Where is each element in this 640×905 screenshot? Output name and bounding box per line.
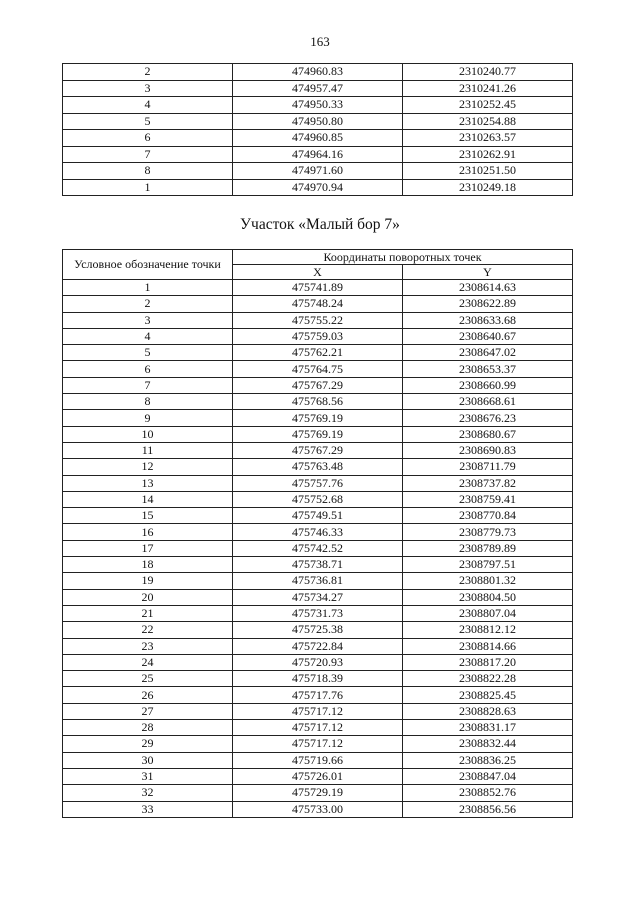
point-cell: 13 — [63, 475, 233, 491]
y-cell: 2308807.04 — [403, 605, 573, 621]
y-cell: 2310240.77 — [403, 64, 573, 81]
point-cell: 1 — [63, 179, 233, 196]
x-cell: 475764.75 — [233, 361, 403, 377]
x-cell: 475725.38 — [233, 622, 403, 638]
table-row — [63, 426, 573, 442]
table-row — [63, 312, 573, 328]
x-cell: 475729.19 — [233, 785, 403, 801]
table-row — [63, 524, 573, 540]
table-row — [63, 179, 573, 196]
point-cell: 14 — [63, 491, 233, 507]
table-row — [63, 130, 573, 147]
point-cell: 21 — [63, 605, 233, 621]
y-cell: 2308680.67 — [403, 426, 573, 442]
x-cell: 475733.00 — [233, 801, 403, 817]
x-cell: 475731.73 — [233, 605, 403, 621]
header-y-label: Y — [403, 265, 573, 280]
point-cell: 24 — [63, 654, 233, 670]
y-cell: 2308812.12 — [403, 622, 573, 638]
x-cell: 475717.12 — [233, 703, 403, 719]
point-cell: 2 — [63, 296, 233, 312]
x-cell: 475741.89 — [233, 280, 403, 296]
point-cell: 25 — [63, 671, 233, 687]
point-cell: 8 — [63, 163, 233, 180]
coordinates-table-continued — [62, 63, 573, 196]
y-cell: 2308779.73 — [403, 524, 573, 540]
y-cell: 2308828.63 — [403, 703, 573, 719]
y-cell: 2308832.44 — [403, 736, 573, 752]
y-cell: 2308660.99 — [403, 377, 573, 393]
x-cell: 475736.81 — [233, 573, 403, 589]
y-cell: 2308711.79 — [403, 459, 573, 475]
point-cell: 12 — [63, 459, 233, 475]
x-cell: 475769.19 — [233, 410, 403, 426]
x-cell: 475742.52 — [233, 540, 403, 556]
table-row — [63, 801, 573, 817]
y-cell: 2308797.51 — [403, 557, 573, 573]
table-row — [63, 622, 573, 638]
y-cell: 2308640.67 — [403, 328, 573, 344]
y-cell: 2308676.23 — [403, 410, 573, 426]
table-row — [63, 736, 573, 752]
y-cell: 2308647.02 — [403, 345, 573, 361]
x-cell: 475720.93 — [233, 654, 403, 670]
point-cell: 3 — [63, 312, 233, 328]
table-row — [63, 377, 573, 393]
x-cell: 474964.16 — [233, 146, 403, 163]
y-cell: 2308622.89 — [403, 296, 573, 312]
point-cell: 5 — [63, 113, 233, 130]
y-cell: 2308770.84 — [403, 508, 573, 524]
y-cell: 2308801.32 — [403, 573, 573, 589]
y-cell: 2308847.04 — [403, 768, 573, 784]
x-cell: 474950.80 — [233, 113, 403, 130]
table-row — [63, 573, 573, 589]
table-row — [63, 280, 573, 296]
table-row — [63, 768, 573, 784]
y-cell: 2308825.45 — [403, 687, 573, 703]
x-cell: 475717.12 — [233, 720, 403, 736]
y-cell: 2308614.63 — [403, 280, 573, 296]
y-cell: 2308831.17 — [403, 720, 573, 736]
y-cell: 2310263.57 — [403, 130, 573, 147]
x-cell: 475726.01 — [233, 768, 403, 784]
table-row — [63, 361, 573, 377]
x-cell: 475717.76 — [233, 687, 403, 703]
point-cell: 15 — [63, 508, 233, 524]
table-row — [63, 113, 573, 130]
point-cell: 19 — [63, 573, 233, 589]
y-cell: 2308814.66 — [403, 638, 573, 654]
coordinates-table-maly-bor-7 — [62, 249, 573, 818]
point-cell: 20 — [63, 589, 233, 605]
table-row — [63, 752, 573, 768]
point-cell: 32 — [63, 785, 233, 801]
table-row — [63, 475, 573, 491]
x-cell: 475767.29 — [233, 442, 403, 458]
point-cell: 4 — [63, 328, 233, 344]
y-cell: 2308737.82 — [403, 475, 573, 491]
table-row — [63, 589, 573, 605]
y-cell: 2308653.37 — [403, 361, 573, 377]
point-cell: 30 — [63, 752, 233, 768]
x-cell: 475767.29 — [233, 377, 403, 393]
table-row — [63, 785, 573, 801]
point-cell: 33 — [63, 801, 233, 817]
table-row — [63, 605, 573, 621]
y-cell: 2308852.76 — [403, 785, 573, 801]
x-cell: 475718.39 — [233, 671, 403, 687]
table-row — [63, 80, 573, 97]
point-cell: 6 — [63, 130, 233, 147]
table2-body — [63, 280, 573, 818]
x-cell: 475755.22 — [233, 312, 403, 328]
y-cell: 2310241.26 — [403, 80, 573, 97]
y-cell: 2308804.50 — [403, 589, 573, 605]
point-cell: 8 — [63, 394, 233, 410]
y-cell: 2310252.45 — [403, 97, 573, 114]
x-cell: 475748.24 — [233, 296, 403, 312]
table-row — [63, 638, 573, 654]
x-cell: 475734.27 — [233, 589, 403, 605]
x-cell: 474971.60 — [233, 163, 403, 180]
table-row — [63, 163, 573, 180]
x-cell: 475717.12 — [233, 736, 403, 752]
header-coords-label: Координаты поворотных точек — [233, 250, 573, 265]
x-cell: 475769.19 — [233, 426, 403, 442]
x-cell: 475719.66 — [233, 752, 403, 768]
y-cell: 2310249.18 — [403, 179, 573, 196]
point-cell: 1 — [63, 280, 233, 296]
point-cell: 5 — [63, 345, 233, 361]
y-cell: 2308822.28 — [403, 671, 573, 687]
x-cell: 475746.33 — [233, 524, 403, 540]
page-number: 163 — [310, 34, 330, 49]
y-cell: 2308856.56 — [403, 801, 573, 817]
x-cell: 475762.21 — [233, 345, 403, 361]
point-cell: 7 — [63, 146, 233, 163]
y-cell: 2308633.68 — [403, 312, 573, 328]
point-cell: 29 — [63, 736, 233, 752]
table-row — [63, 64, 573, 81]
table-row — [63, 687, 573, 703]
table1-body — [63, 64, 573, 196]
table-row — [63, 703, 573, 719]
table-row — [63, 557, 573, 573]
point-cell: 17 — [63, 540, 233, 556]
x-cell: 475759.03 — [233, 328, 403, 344]
x-cell: 475757.76 — [233, 475, 403, 491]
point-cell: 11 — [63, 442, 233, 458]
x-cell: 474957.47 — [233, 80, 403, 97]
point-cell: 22 — [63, 622, 233, 638]
point-cell: 28 — [63, 720, 233, 736]
y-cell: 2310254.88 — [403, 113, 573, 130]
table-row — [63, 540, 573, 556]
y-cell: 2310251.50 — [403, 163, 573, 180]
table-row — [63, 459, 573, 475]
point-cell: 2 — [63, 64, 233, 81]
y-cell: 2308817.20 — [403, 654, 573, 670]
table-row — [63, 394, 573, 410]
table-row — [63, 296, 573, 312]
x-cell: 474970.94 — [233, 179, 403, 196]
point-cell: 4 — [63, 97, 233, 114]
table-row — [63, 654, 573, 670]
table-row — [63, 491, 573, 507]
x-cell: 474960.83 — [233, 64, 403, 81]
header-point-label: Условное обозначение точки — [63, 250, 233, 280]
table-row — [63, 671, 573, 687]
table-row — [63, 97, 573, 114]
x-cell: 475752.68 — [233, 491, 403, 507]
table-row — [63, 328, 573, 344]
x-cell: 474960.85 — [233, 130, 403, 147]
table-row — [63, 345, 573, 361]
header-x-label: X — [233, 265, 403, 280]
x-cell: 475722.84 — [233, 638, 403, 654]
point-cell: 6 — [63, 361, 233, 377]
table-row — [63, 720, 573, 736]
y-cell: 2308759.41 — [403, 491, 573, 507]
table-row — [63, 508, 573, 524]
table-row — [63, 146, 573, 163]
y-cell: 2310262.91 — [403, 146, 573, 163]
y-cell: 2308690.83 — [403, 442, 573, 458]
x-cell: 475763.48 — [233, 459, 403, 475]
x-cell: 475749.51 — [233, 508, 403, 524]
point-cell: 23 — [63, 638, 233, 654]
x-cell: 475738.71 — [233, 557, 403, 573]
y-cell: 2308836.25 — [403, 752, 573, 768]
point-cell: 3 — [63, 80, 233, 97]
table-row — [63, 410, 573, 426]
x-cell: 474950.33 — [233, 97, 403, 114]
y-cell: 2308668.61 — [403, 394, 573, 410]
point-cell: 26 — [63, 687, 233, 703]
point-cell: 31 — [63, 768, 233, 784]
section-title: Участок «Малый бор 7» — [240, 216, 400, 233]
table-row — [63, 442, 573, 458]
x-cell: 475768.56 — [233, 394, 403, 410]
point-cell: 16 — [63, 524, 233, 540]
y-cell: 2308789.89 — [403, 540, 573, 556]
point-cell: 9 — [63, 410, 233, 426]
point-cell: 10 — [63, 426, 233, 442]
point-cell: 27 — [63, 703, 233, 719]
point-cell: 18 — [63, 557, 233, 573]
point-cell: 7 — [63, 377, 233, 393]
